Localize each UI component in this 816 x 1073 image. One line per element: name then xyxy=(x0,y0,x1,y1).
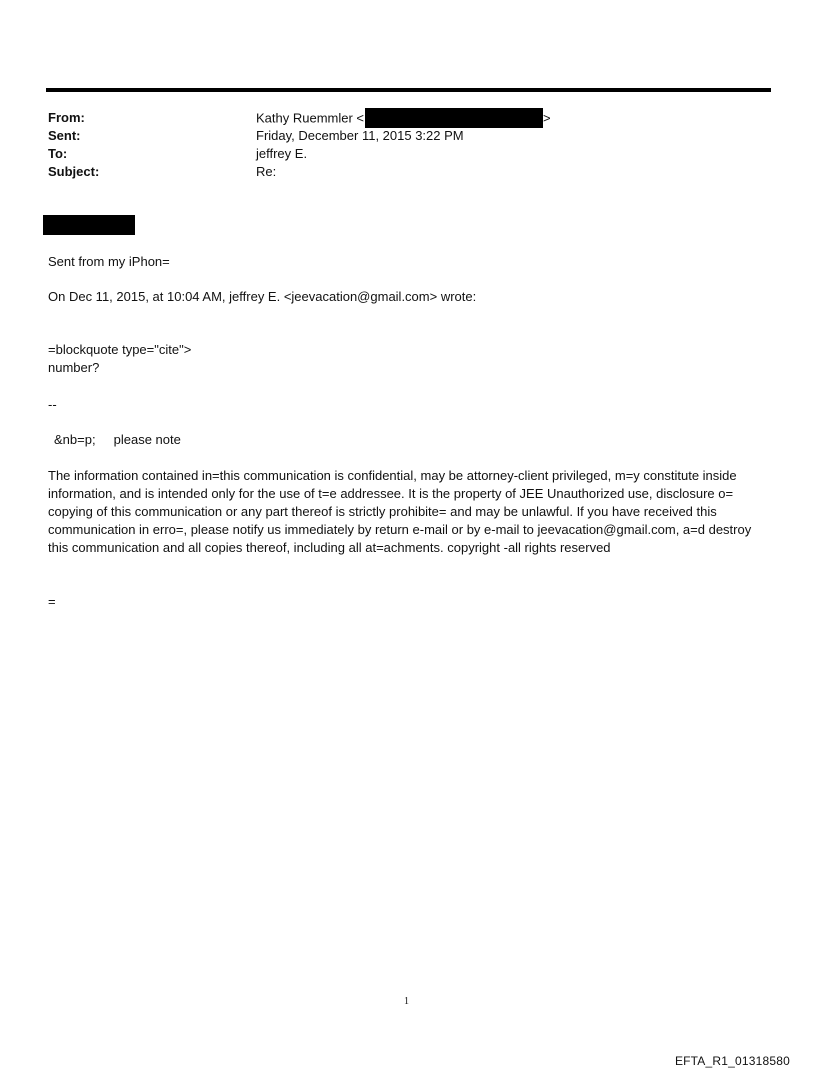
from-close: > xyxy=(543,110,551,126)
blockquote-tag: =blockquote type="cite"> xyxy=(48,342,192,357)
sent-from-line: Sent from my iPhon= xyxy=(48,254,170,269)
from-name: Kathy Ruemmler < xyxy=(256,110,365,126)
redacted-block xyxy=(43,215,135,235)
page-number: 1 xyxy=(404,996,409,1007)
header-rule xyxy=(46,88,771,92)
separator: -- xyxy=(48,397,57,412)
quote-intro: On Dec 11, 2015, at 10:04 AM, jeffrey E. <jeevacation@gmail.com> wrote: xyxy=(48,289,477,304)
please-note: &nb=p; please note xyxy=(54,432,181,447)
sent-label: Sent: xyxy=(48,128,81,143)
to-value: jeffrey E. xyxy=(256,146,308,161)
redacted-email xyxy=(365,108,543,128)
subject-label: Subject: xyxy=(48,164,100,179)
question-line: number? xyxy=(48,360,100,375)
document-id: EFTA_R1_01318580 xyxy=(674,1054,790,1068)
sent-value: Friday, December 11, 2015 3:22 PM xyxy=(256,128,464,143)
disclaimer: The information contained in=this communication is confidential, may be attorney-client privileged, m=y constitute inside information, and is intended only for the use of t=e addressee. It is the property of JEE Unauthorized use, disclosure o= copying of this communication or any part thereof is strictly prohibite= and may be unlawful. If you have received this communication in erro=, please notify us immediately by return e-mail or by e-mail to jeevacation@gmail.com, a=d destroy this communication and all copies thereof, including all at=achments. copyright -all rights reserved xyxy=(48,468,752,555)
to-label: To: xyxy=(48,146,68,161)
subject-value: Re: xyxy=(256,164,277,179)
from-label: From: xyxy=(48,110,85,125)
trailing-mark: = xyxy=(48,594,56,609)
from-value xyxy=(256,109,551,129)
